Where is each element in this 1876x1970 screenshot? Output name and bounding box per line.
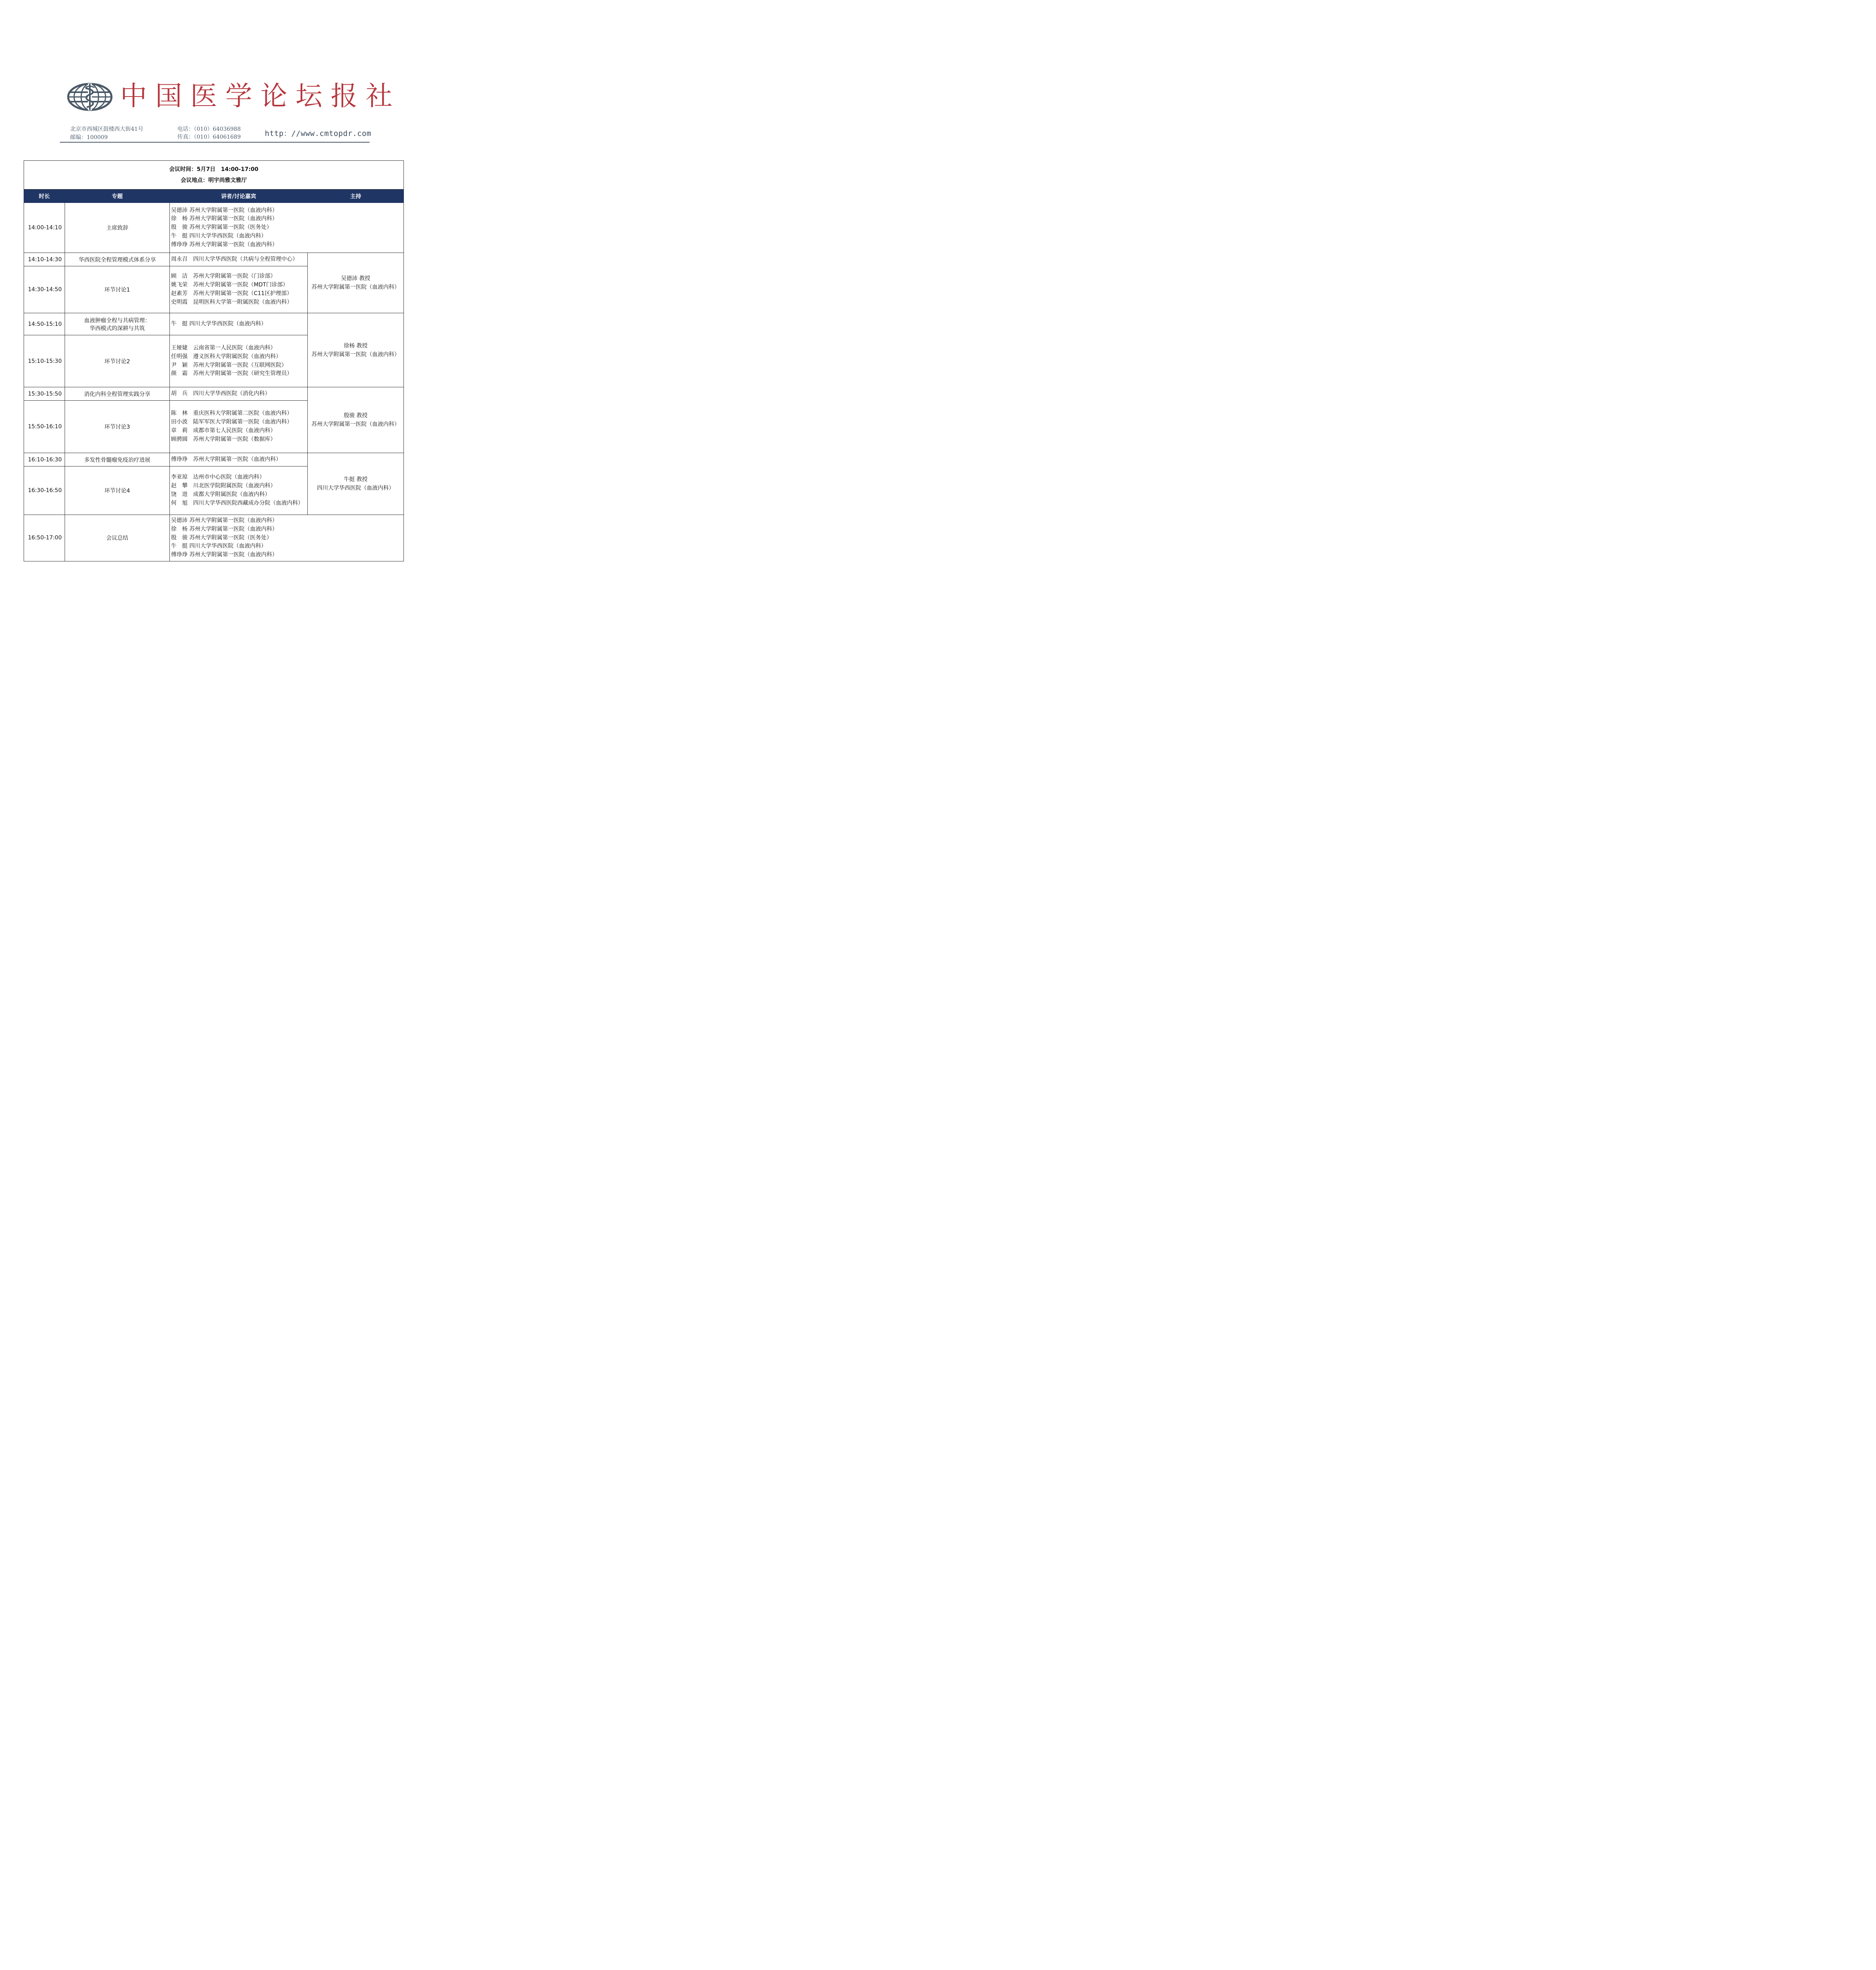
schedule-table	[24, 160, 404, 561]
time-cell: 14:10-14:30	[24, 253, 65, 266]
speaker: 何 旭 四川大学华西医院西藏成办分院（血液内科）	[171, 500, 303, 506]
speaker: 尹 颖 苏州大学附属第一医院（互联网医院）	[171, 362, 287, 368]
meeting-place: 会议地点：明宇尚雅文雅厅	[180, 177, 247, 184]
speaker: 周永召 四川大学华西医院（共病与全程管理中心）	[171, 256, 298, 262]
organization-name: 中国医学论坛报社	[120, 81, 401, 112]
speaker: 殷 骏 苏州大学附属第一医院（医务处）	[171, 534, 272, 541]
speaker: 顾骋圆 苏州大学附属第一医院（数据库）	[171, 436, 276, 442]
speaker: 陈 林 重庆医科大学附属第二医院（血液内科）	[171, 410, 292, 417]
time-cell: 14:30-14:50	[24, 266, 65, 313]
speakers-cell	[170, 515, 404, 561]
topic-cell: 环节讨论1	[65, 266, 170, 313]
speaker: 章 莉 成都市第七人民医院（血液内科）	[171, 427, 276, 434]
time-cell: 14:50-15:10	[24, 313, 65, 335]
table-row	[24, 253, 404, 266]
speaker: 王娅婕 云南省第一人民医院（血液内科）	[171, 344, 276, 351]
time-cell: 15:50-16:10	[24, 401, 65, 453]
moderator-name: 徐杨 教授	[344, 342, 368, 349]
speakers-cell	[170, 453, 308, 466]
speaker: 牛 挺 四川大学华西医院（血液内科）	[171, 232, 267, 239]
speaker: 任明强 遵义医科大学附属医院（血液内科）	[171, 353, 281, 360]
topic-cell: 环节讨论4	[65, 466, 170, 515]
website-link: http：//www.cmtopdr.com	[265, 129, 372, 138]
speaker: 饶 进 成都大学附属医院（血液内科）	[171, 491, 270, 498]
table-row	[24, 387, 404, 401]
globe-caduceus-logo-icon	[67, 83, 113, 111]
topic-cell	[65, 313, 170, 335]
speaker: 吴德沛 苏州大学附属第一医院（血液内科）	[171, 207, 278, 214]
topic-cell: 多发性骨髓瘤免疫治疗进展	[65, 453, 170, 466]
speakers-cell	[170, 335, 308, 387]
meeting-info-row	[24, 161, 404, 190]
time-cell: 15:30-15:50	[24, 387, 65, 401]
speakers-cell	[170, 401, 308, 453]
speaker: 牛 挺 四川大学华西医院（血液内科）	[171, 320, 267, 327]
moderator-cell	[308, 313, 404, 387]
topic-cell: 消化内科全程管理实践分享	[65, 387, 170, 401]
speaker: 傅琤琤 苏州大学附属第一医院（血液内科）	[171, 552, 278, 558]
table-row	[24, 515, 404, 561]
speaker: 殷 骏 苏州大学附属第一医院（医务处）	[171, 224, 272, 231]
topic-cell: 会议总结	[65, 515, 170, 561]
speakers-cell	[170, 266, 308, 313]
table-header-row	[24, 190, 404, 203]
phone: 电话：（010）64036988	[177, 126, 241, 132]
meeting-time: 会议时间：5月7日 14:00-17:00	[169, 166, 258, 173]
speaker: 顾 洁 苏州大学附属第一医院（门诊部）	[171, 273, 276, 280]
letterhead	[0, 0, 434, 150]
column-header-speakers: 讲者/讨论嘉宾	[170, 190, 308, 203]
time-cell: 14:00-14:10	[24, 203, 65, 253]
speaker: 颜 霜 苏州大学附属第一医院（研究生管理员）	[171, 370, 292, 377]
topic-cell: 环节讨论2	[65, 335, 170, 387]
speaker: 傅琤琤 苏州大学附属第一医院（血液内科）	[171, 241, 278, 248]
speakers-cell	[170, 253, 308, 266]
speaker: 田小波 陆军军医大学附属第一医院（血液内科）	[171, 419, 292, 426]
fax: 传真：（010）64061689	[177, 134, 241, 140]
speaker: 徐 杨 苏州大学附属第一医院（血液内科）	[171, 216, 278, 222]
speaker: 吴德沛 苏州大学附属第一医院（血液内科）	[171, 517, 278, 524]
table-row	[24, 313, 404, 335]
moderator-affiliation: 四川大学华西医院（血液内科）	[317, 485, 394, 491]
moderator-name: 殷骏 教授	[344, 413, 368, 419]
speaker: 胡 兵 四川大学华西医院（消化内科）	[171, 390, 270, 397]
topic-cell: 主席致辞	[65, 203, 170, 253]
time-cell: 15:10-15:30	[24, 335, 65, 387]
topic-cell: 华西医院全程管理模式体系分享	[65, 253, 170, 266]
speakers-cell	[170, 387, 308, 401]
moderator-affiliation: 苏州大学附属第一医院（血液内科）	[311, 421, 400, 427]
moderator-affiliation: 苏州大学附属第一医院（血液内科）	[311, 351, 400, 358]
speaker: 傅琤琤 苏州大学附属第一医院（血液内科）	[171, 456, 281, 463]
moderator-cell	[308, 387, 404, 453]
time-cell: 16:50-17:00	[24, 515, 65, 561]
moderator-cell	[308, 253, 404, 313]
topic-line: 华西模式的深耕与共筑	[89, 325, 145, 332]
speakers-cell	[170, 466, 308, 515]
address: 北京市西城区鼓楼西大街41号	[70, 126, 143, 132]
moderator-name: 牛挺 教授	[344, 476, 368, 483]
table-row	[24, 453, 404, 466]
column-header-duration: 时长	[24, 190, 65, 203]
speakers-cell	[170, 203, 404, 253]
table-row	[24, 203, 404, 253]
time-cell: 16:30-16:50	[24, 466, 65, 515]
speaker: 徐 杨 苏州大学附属第一医院（血液内科）	[171, 526, 278, 532]
postcode: 邮编：100009	[70, 134, 108, 141]
speakers-cell	[170, 313, 308, 335]
moderator-cell	[308, 453, 404, 515]
speaker: 赵素芳 苏州大学附属第一医院（C11区护理部）	[171, 290, 292, 297]
moderator-name: 吴德沛 教授	[341, 275, 370, 282]
topic-cell: 环节讨论3	[65, 401, 170, 453]
letterhead-divider	[60, 142, 370, 143]
speaker: 姚飞荣 苏州大学附属第一医院（MDT门诊部）	[171, 282, 288, 288]
speaker: 赵 攀 川北医学院附属医院（血液内科）	[171, 483, 276, 489]
speaker: 李亚琼 达州市中心医院（血液内科）	[171, 474, 265, 481]
column-header-moderator: 主持	[308, 190, 404, 203]
time-cell: 16:10-16:30	[24, 453, 65, 466]
speaker: 史明霞 昆明医科大学第一附属医院（血液内科）	[171, 299, 292, 305]
moderator-affiliation: 苏州大学附属第一医院（血液内科）	[311, 284, 400, 290]
column-header-topic: 专题	[65, 190, 170, 203]
meeting-info	[24, 161, 404, 190]
topic-line: 血液肿瘤全程与共病管理：	[84, 317, 151, 324]
speaker: 牛 挺 四川大学华西医院（血液内科）	[171, 543, 267, 550]
